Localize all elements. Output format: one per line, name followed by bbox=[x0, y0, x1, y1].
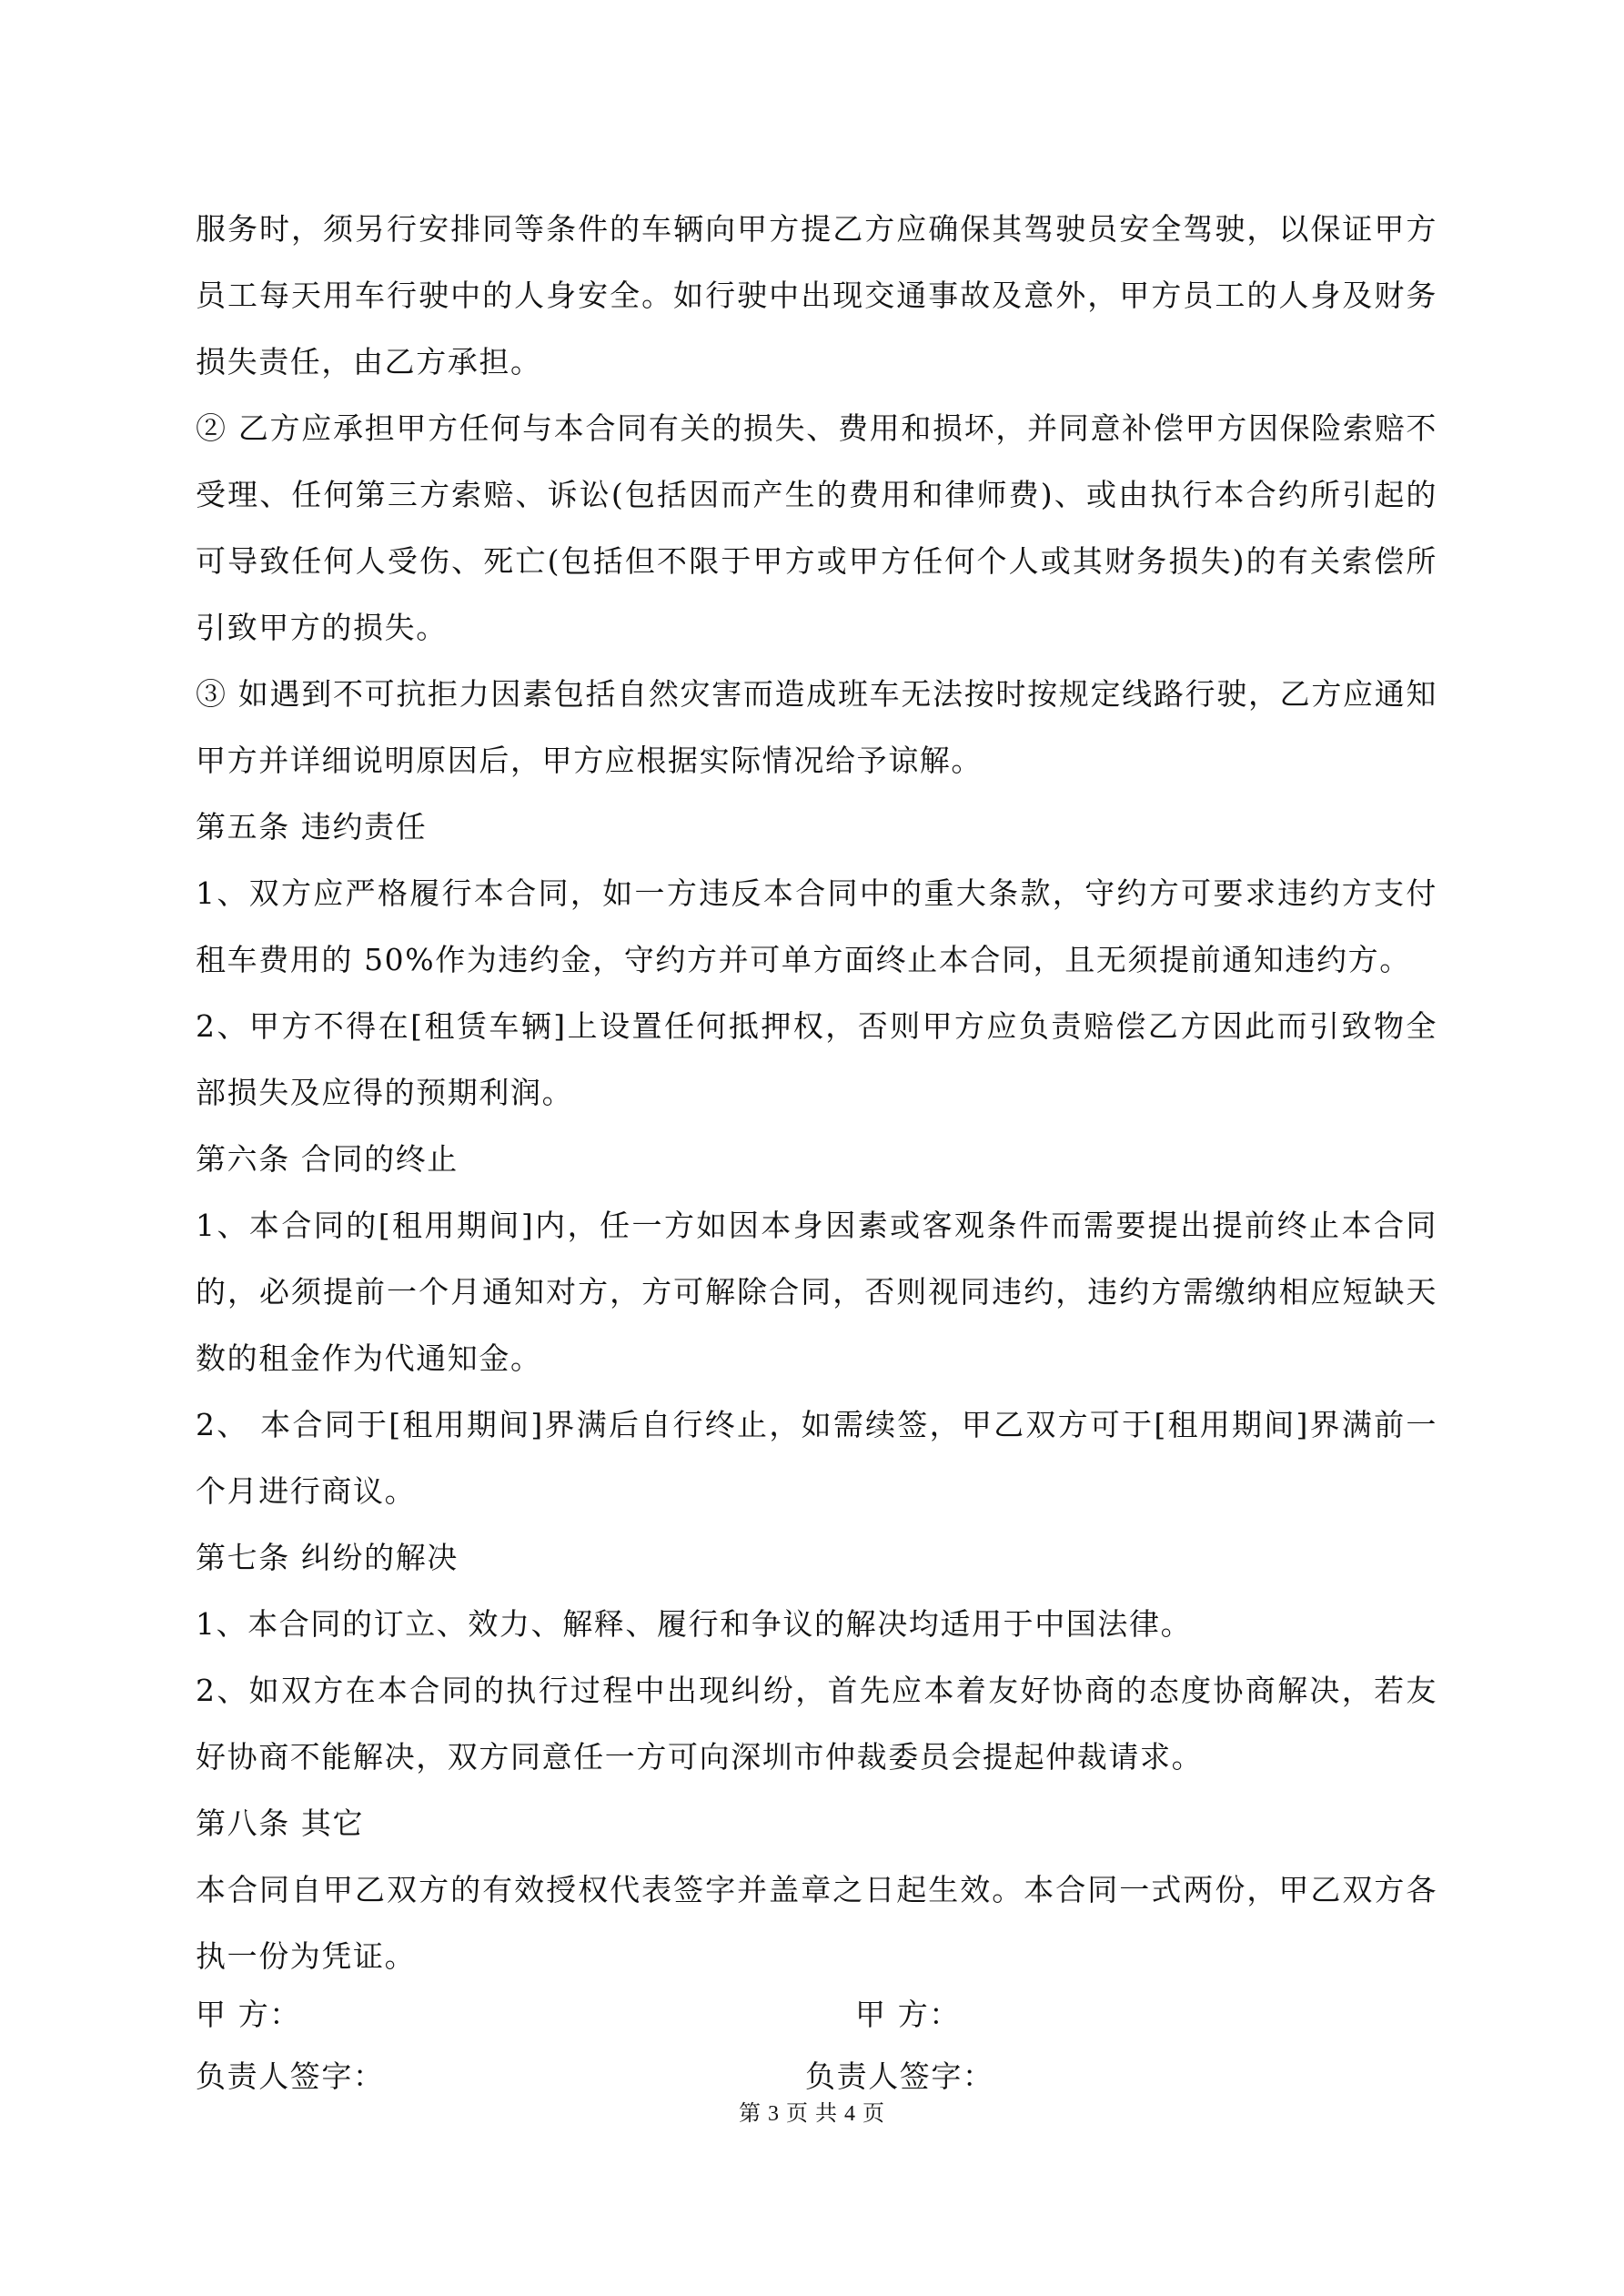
paragraph-termination-2: 2、 本合同于[租用期间]界满后自行终止，如需续签，甲乙双方可于[租用期间]界满前一个月进行商议。 bbox=[196, 1407, 1437, 1509]
paragraph-termination-1: 1、本合同的[租用期间]内，任一方如因本身因素或客观条件而需要提出提前终止本合同的，必须提前一个月通知对方，方可解除合同，否则视同违约，违约方需缴纳相应短缺天数的租金作为代通知金。 bbox=[196, 1208, 1437, 1376]
section-heading-breach: 第五条 违约责任 bbox=[196, 809, 428, 845]
contract-body bbox=[196, 196, 1437, 1989]
left-party-label: 甲 方： bbox=[196, 1997, 301, 2032]
paragraph-disputes-1: 1、本合同的订立、效力、解释、履行和争议的解决均适用于中国法律。 bbox=[196, 1606, 1193, 1642]
left-signer-label: 负责人签字： bbox=[196, 2058, 385, 2094]
paragraph-force-majeure: ③ 如遇到不可抗拒力因素包括自然灾害而造成班车无法按时按规定线路行驶，乙方应通知甲方并详细说明原因后，甲方应根据实际情况给予谅解。 bbox=[196, 676, 1437, 778]
paragraph-breach-2: 2、甲方不得在[租赁车辆]上设置任何抵押权，否则甲方应负责赔偿乙方因此而引致物全部损失及应得的预期利润。 bbox=[196, 1008, 1437, 1110]
section-heading-termination: 第六条 合同的终止 bbox=[196, 1141, 459, 1177]
paragraph-disputes-2: 2、如双方在本合同的执行过程中出现纠纷，首先应本着友好协商的态度协商解决，若友好协商不能解决，双方同意任一方可向深圳市仲裁委员会提起仲裁请求。 bbox=[196, 1673, 1437, 1775]
right-party-label: 甲 方： bbox=[855, 1997, 961, 2032]
paragraph-compensation: ② 乙方应承担甲方任何与本合同有关的损失、费用和损坏，并同意补偿甲方因保险索赔不受理、任何第三方索赔、诉讼(包括因而产生的费用和律师费)、或由执行本合约所引起的可导致任何人受伤、死亡(包括但不限于甲方或甲方任何个人或其财务损失)的有关索偿所引致甲方的损失。 bbox=[196, 410, 1437, 645]
section-heading-disputes: 第七条 纠纷的解决 bbox=[196, 1540, 459, 1575]
paragraph-vehicle-safety: 服务时，须另行安排同等条件的车辆向甲方提乙方应确保其驾驶员安全驾驶，以保证甲方员工每天用车行驶中的人身安全。如行驶中出现交通事故及意外，甲方员工的人身及财务损失责任，由乙方承担。 bbox=[196, 211, 1437, 379]
right-signer-label: 负责人签字： bbox=[805, 2058, 994, 2094]
paragraph-other: 本合同自甲乙双方的有效授权代表签字并盖章之日起生效。本合同一式两份，甲乙双方各执一份为凭证。 bbox=[196, 1872, 1437, 1974]
section-heading-other: 第八条 其它 bbox=[196, 1805, 365, 1841]
page-number: 第 3 页 共 4 页 bbox=[739, 2102, 885, 2126]
paragraph-breach-1: 1、双方应严格履行本合同，如一方违反本合同中的重大条款，守约方可要求违约方支付租车费用的 50%作为违约金，守约方并可单方面终止本合同，且无须提前通知违约方。 bbox=[196, 875, 1437, 977]
